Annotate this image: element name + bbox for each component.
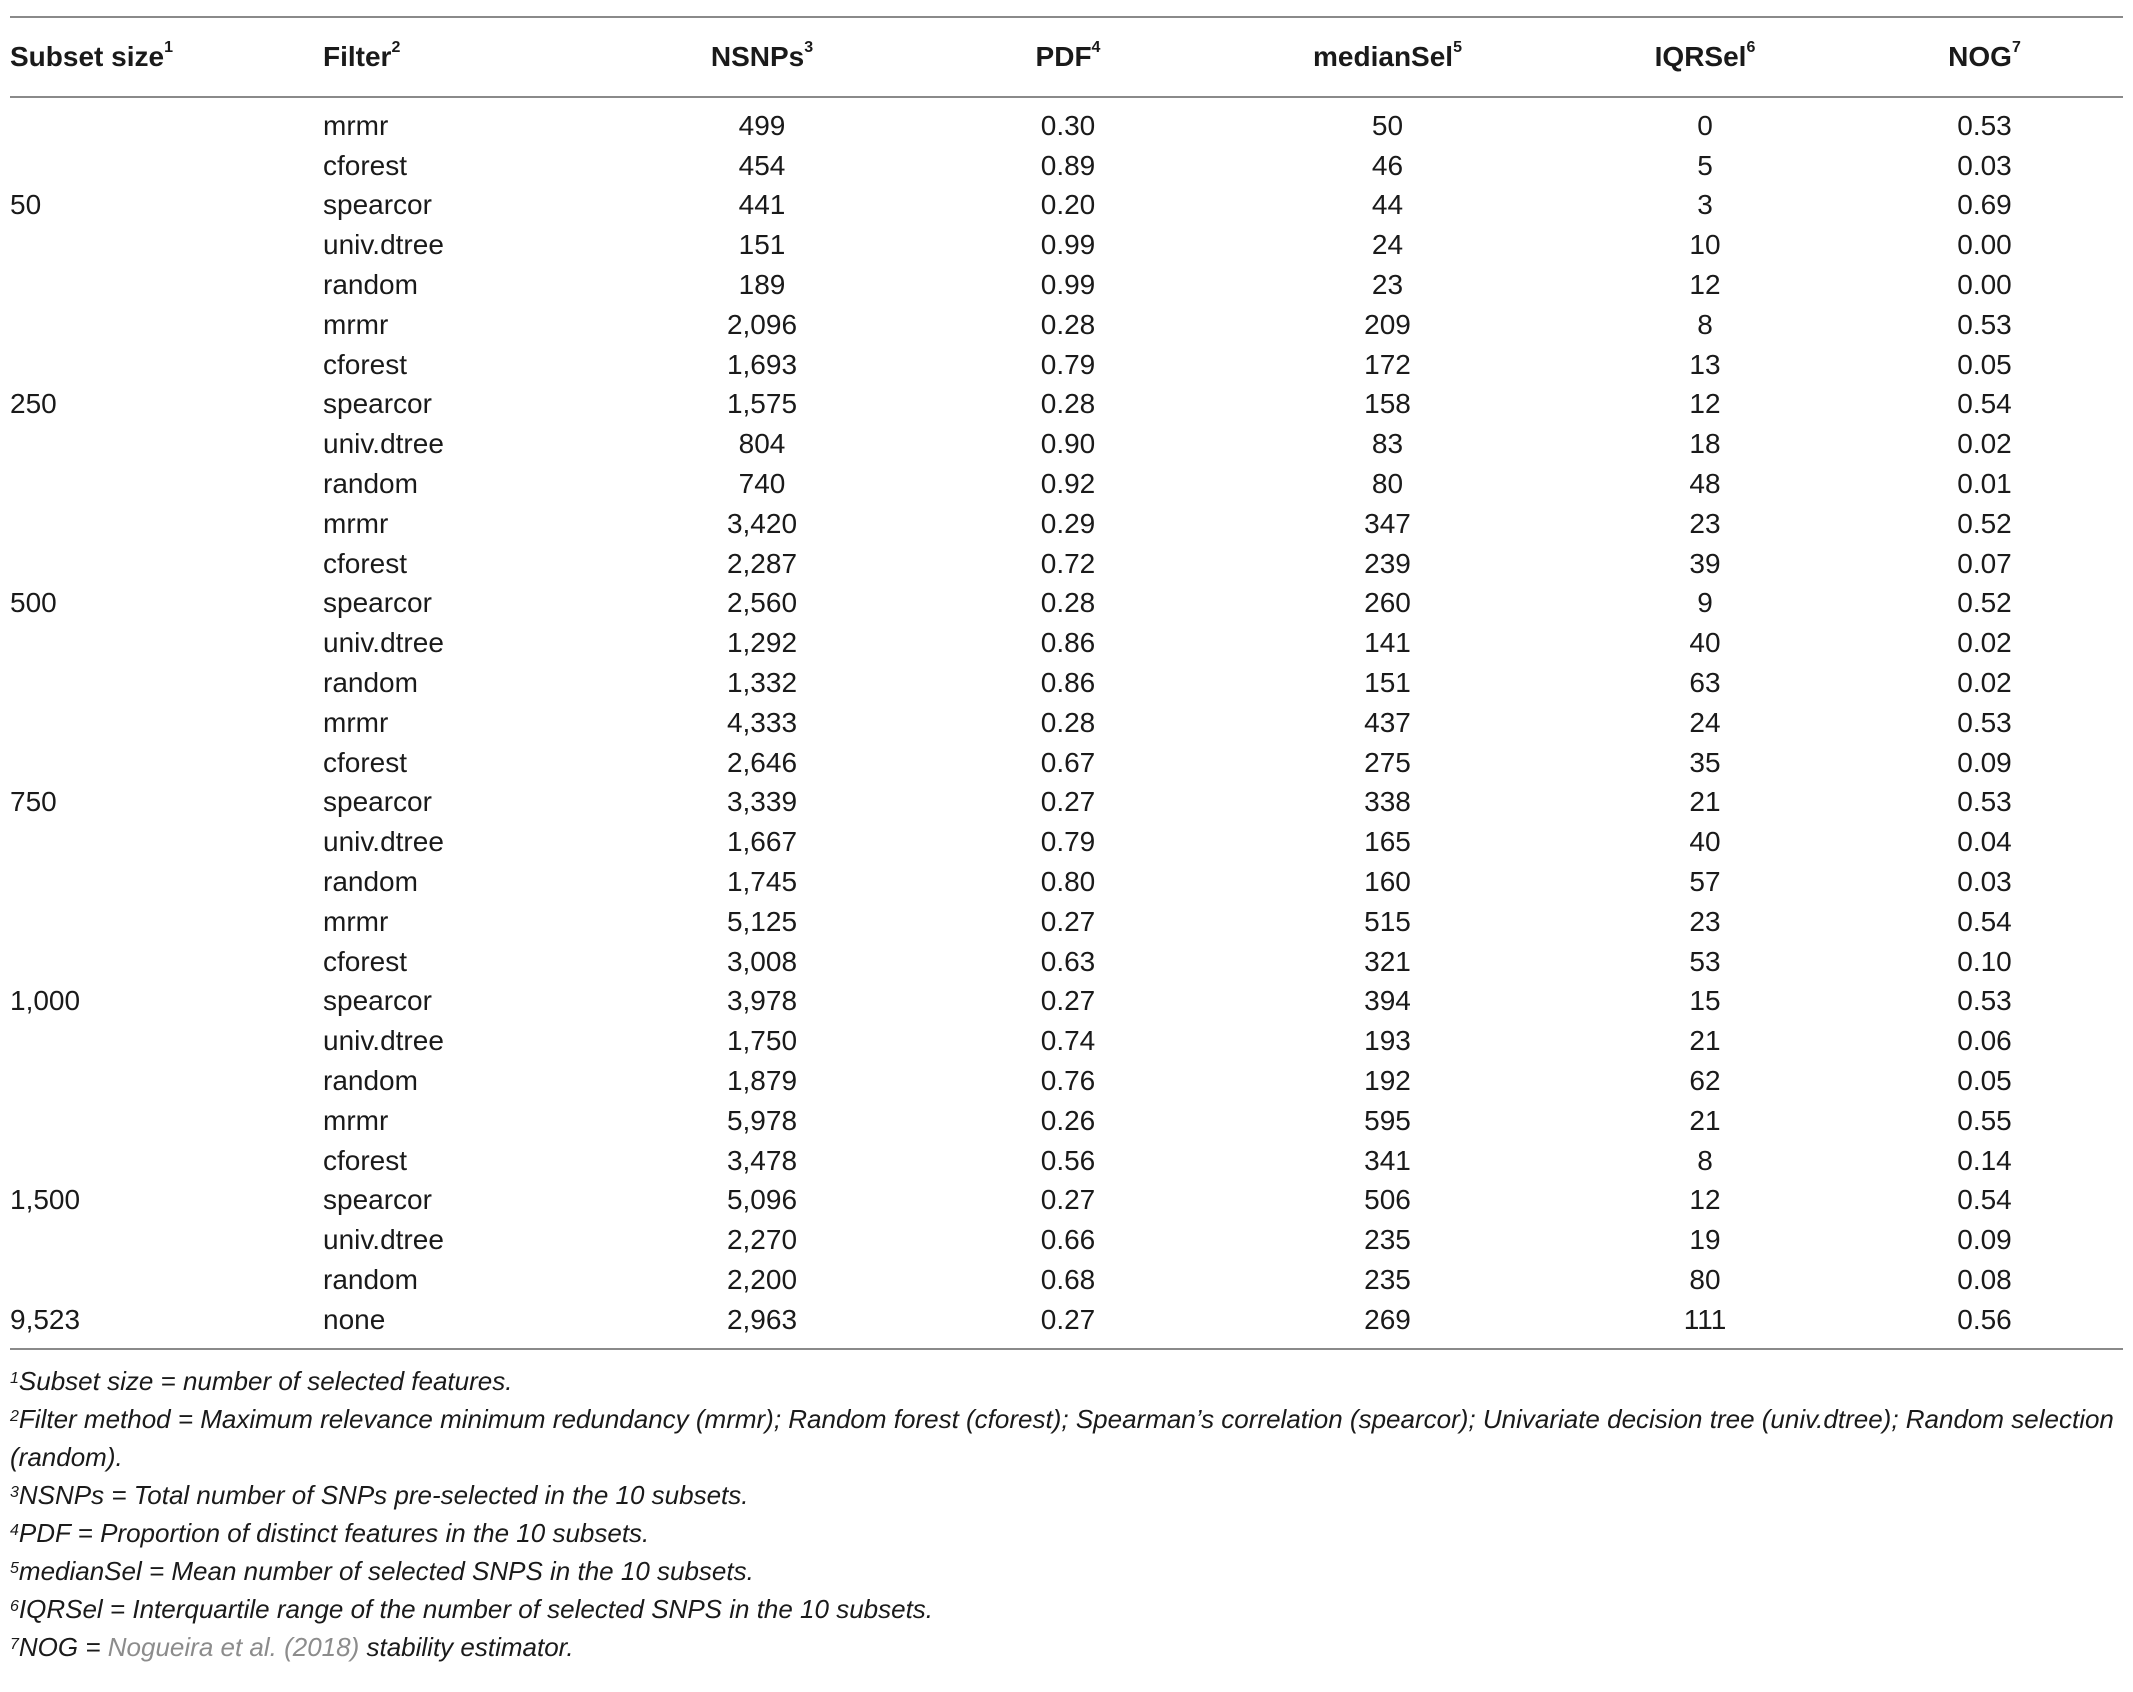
- cell-mediansel: 341: [1364, 1144, 1411, 1176]
- cell-iqrsel: 9: [1697, 587, 1713, 619]
- cell-filter: random: [323, 1264, 418, 1295]
- cell-filter: cforest: [323, 348, 408, 380]
- cell-iqrsel: 40: [1689, 826, 1721, 858]
- footnote-1: [10, 1362, 2123, 1400]
- cell-filter: cforest: [323, 945, 408, 977]
- cell-iqrsel: 12: [1689, 269, 1721, 301]
- cell-subset-size: [10, 424, 323, 464]
- footnote-marker: 7: [2011, 39, 2021, 56]
- cell-mediansel: 347: [1364, 507, 1411, 539]
- column-header-subset-size: [10, 18, 323, 96]
- cell-filter: mrmr: [323, 109, 389, 141]
- cell-subset-size: [10, 225, 323, 265]
- cell-mediansel: 44: [1371, 189, 1404, 221]
- cell-mediansel: 209: [1364, 308, 1411, 340]
- cell-filter: univ.dtree: [323, 229, 444, 261]
- cell-mediansel: 595: [1364, 1104, 1411, 1136]
- header-rule: [10, 96, 2123, 98]
- table-row: [10, 942, 2123, 982]
- cell-filter: cforest: [323, 746, 408, 778]
- footnote-3: [10, 1476, 2123, 1514]
- cell-mediansel: 260: [1364, 587, 1411, 619]
- cell-nog: 0.09: [1957, 1224, 2012, 1256]
- table-row: [10, 345, 2123, 385]
- cell-pdf: 0.79: [1040, 826, 1096, 858]
- cell-subset-size: [10, 106, 323, 146]
- cell-iqrsel: 21: [1689, 786, 1721, 818]
- cell-subset-size: [10, 1021, 323, 1061]
- cell-subset-size: [10, 1061, 323, 1101]
- table-row: [10, 703, 2123, 743]
- column-header-mediansel: [1211, 18, 1564, 96]
- table-row: [10, 1260, 2123, 1300]
- column-header-filter: [323, 18, 599, 96]
- cell-nsnps: 454: [738, 149, 786, 181]
- footnote-4: [10, 1514, 2123, 1552]
- cell-nsnps: 1,745: [726, 866, 798, 898]
- cell-mediansel: 158: [1364, 388, 1411, 420]
- cell-nsnps: 1,667: [726, 826, 798, 858]
- cell-mediansel: 192: [1364, 1065, 1411, 1097]
- cell-subset-size: [10, 902, 323, 942]
- cell-nog: 0.54: [1957, 905, 2012, 937]
- results-table: [10, 18, 2123, 96]
- cell-subset-size: [10, 464, 323, 504]
- cell-mediansel: 235: [1364, 1224, 1411, 1256]
- cell-nog: 0.03: [1957, 866, 2012, 898]
- cell-nsnps: 2,560: [726, 587, 798, 619]
- column-header-label: PDF: [1035, 41, 1092, 72]
- footnote-text: Subset size = number of selected features.: [18, 1365, 513, 1396]
- cell-mediansel: 235: [1364, 1264, 1411, 1295]
- cell-pdf: 0.74: [1040, 1025, 1096, 1057]
- cell-mediansel: 24: [1371, 229, 1404, 261]
- cell-pdf: 0.27: [1040, 905, 1096, 937]
- cell-pdf: 0.90: [1040, 428, 1096, 460]
- footnote-marker: 4: [10, 1521, 19, 1539]
- cell-iqrsel: 63: [1689, 667, 1721, 699]
- cell-nog: 0.53: [1957, 786, 2012, 818]
- cell-nog: 0.14: [1957, 1144, 2012, 1176]
- cell-pdf: 0.30: [1040, 109, 1096, 141]
- cell-filter: spearcor: [323, 1184, 432, 1216]
- cell-filter: univ.dtree: [323, 1224, 444, 1256]
- column-header-label: Subset size: [10, 41, 165, 72]
- cell-iqrsel: 5: [1697, 149, 1713, 181]
- cell-pdf: 0.80: [1040, 866, 1096, 898]
- table-row: [10, 1220, 2123, 1260]
- footnote-marker: 1: [164, 39, 173, 56]
- cell-pdf: 0.27: [1040, 985, 1096, 1017]
- cell-mediansel: 193: [1364, 1025, 1411, 1057]
- cell-filter: spearcor: [323, 786, 432, 818]
- bottom-rule: [10, 1348, 2123, 1350]
- cell-nsnps: 499: [738, 109, 786, 141]
- cell-nog: 0.06: [1957, 1025, 2012, 1057]
- footnote-marker: 6: [1746, 39, 1756, 56]
- cell-mediansel: 394: [1364, 985, 1411, 1017]
- cell-nog: 0.53: [1957, 985, 2012, 1017]
- cell-mediansel: 141: [1364, 627, 1411, 659]
- table-row: [10, 1141, 2123, 1181]
- table-row: [10, 106, 2123, 146]
- cell-pdf: 0.28: [1040, 388, 1096, 420]
- cell-nsnps: 3,478: [726, 1144, 798, 1176]
- cell-subset-size: 250: [10, 388, 57, 420]
- cell-nsnps: 2,270: [726, 1224, 798, 1256]
- cell-iqrsel: 10: [1689, 229, 1721, 261]
- table-row: [10, 623, 2123, 663]
- cell-mediansel: 239: [1364, 547, 1411, 579]
- table-row: [10, 1300, 2123, 1340]
- cell-nog: 0.55: [1957, 1104, 2012, 1136]
- cell-filter: univ.dtree: [323, 627, 444, 659]
- table-row: [10, 146, 2123, 186]
- cell-iqrsel: 19: [1689, 1224, 1721, 1256]
- cell-filter: univ.dtree: [323, 826, 444, 858]
- cell-nsnps: 3,339: [726, 786, 798, 818]
- cell-pdf: 0.26: [1040, 1104, 1096, 1136]
- cell-nog: 0.52: [1957, 507, 2012, 539]
- footnote-5: [10, 1552, 2123, 1590]
- cell-pdf: 0.27: [1040, 1184, 1096, 1216]
- cell-pdf: 0.86: [1040, 667, 1096, 699]
- cell-filter: random: [323, 1065, 418, 1097]
- cell-subset-size: [10, 265, 323, 305]
- cell-pdf: 0.28: [1040, 706, 1096, 738]
- column-header-label: NOG: [1948, 41, 2012, 72]
- cell-pdf: 0.72: [1040, 547, 1096, 579]
- cell-filter: random: [323, 667, 418, 699]
- cell-pdf: 0.28: [1040, 308, 1096, 340]
- footnote-marker: 2: [10, 1407, 19, 1425]
- column-header-nsnps: [599, 18, 925, 96]
- cell-pdf: 0.99: [1040, 269, 1096, 301]
- cell-pdf: 0.63: [1040, 945, 1096, 977]
- cell-mediansel: 23: [1371, 269, 1404, 301]
- footnote-marker: 1: [10, 1369, 19, 1387]
- cell-subset-size: [10, 663, 323, 703]
- cell-nsnps: 740: [738, 468, 786, 500]
- cell-subset-size: [10, 942, 323, 982]
- cell-pdf: 0.66: [1040, 1224, 1096, 1256]
- cell-nog: 0.54: [1957, 1184, 2012, 1216]
- cell-nog: 0.00: [1957, 269, 2012, 301]
- cell-pdf: 0.99: [1040, 229, 1096, 261]
- cell-nog: 0.02: [1957, 428, 2012, 460]
- cell-iqrsel: 80: [1689, 1264, 1721, 1295]
- cell-mediansel: 515: [1364, 905, 1411, 937]
- cell-subset-size: [10, 1260, 323, 1300]
- cell-filter: random: [323, 866, 418, 898]
- cell-iqrsel: 13: [1689, 348, 1721, 380]
- footnote-6: [10, 1590, 2123, 1628]
- cell-subset-size: [10, 703, 323, 743]
- footnote-7-prefix: NOG =: [18, 1631, 108, 1662]
- cell-nog: 0.01: [1957, 468, 2012, 500]
- cell-nog: 0.10: [1957, 945, 2012, 977]
- cell-iqrsel: 15: [1689, 985, 1721, 1017]
- cell-nog: 0.05: [1957, 348, 2012, 380]
- table-row: [10, 663, 2123, 703]
- cell-pdf: 0.29: [1040, 507, 1096, 539]
- cell-pdf: 0.89: [1040, 149, 1096, 181]
- cell-mediansel: 321: [1364, 945, 1411, 977]
- table-row: [10, 584, 2123, 624]
- column-header-pdf: [925, 18, 1211, 96]
- table-row: [10, 464, 2123, 504]
- cell-filter: none: [323, 1303, 386, 1335]
- table-row: [10, 504, 2123, 544]
- cell-nog: 0.08: [1957, 1264, 2012, 1295]
- cell-iqrsel: 12: [1689, 1184, 1721, 1216]
- table-row: [10, 225, 2123, 265]
- cell-nog: 0.00: [1957, 229, 2012, 261]
- cell-iqrsel: 53: [1689, 945, 1721, 977]
- cell-nog: 0.54: [1957, 388, 2012, 420]
- cell-nsnps: 3,978: [726, 985, 798, 1017]
- cell-filter: random: [323, 269, 418, 301]
- table-row: [10, 1021, 2123, 1061]
- footnote-text: medianSel = Mean number of selected SNPS in the 10 subsets.: [18, 1555, 754, 1586]
- footnotes: [10, 1362, 2123, 1628]
- cell-iqrsel: 24: [1689, 706, 1721, 738]
- cell-iqrsel: 48: [1689, 468, 1721, 500]
- cell-iqrsel: 57: [1689, 866, 1721, 898]
- table-row: [10, 1061, 2123, 1101]
- cell-pdf: 0.27: [1040, 1303, 1096, 1335]
- cell-nsnps: 5,978: [726, 1104, 798, 1136]
- cell-subset-size: [10, 305, 323, 345]
- cell-subset-size: [10, 146, 323, 186]
- table-row: [10, 783, 2123, 823]
- header-row: [10, 18, 2123, 96]
- cell-iqrsel: 35: [1689, 746, 1721, 778]
- cell-pdf: 0.86: [1040, 627, 1096, 659]
- cell-nsnps: 2,200: [726, 1264, 798, 1295]
- cell-iqrsel: 23: [1689, 507, 1721, 539]
- cell-nog: 0.53: [1957, 308, 2012, 340]
- cell-pdf: 0.27: [1040, 786, 1096, 818]
- cell-nsnps: 1,693: [726, 348, 798, 380]
- table-row: [10, 424, 2123, 464]
- cell-filter: univ.dtree: [323, 1025, 444, 1057]
- cell-nog: 0.53: [1957, 109, 2012, 141]
- cell-nsnps: 3,420: [726, 507, 798, 539]
- cell-nog: 0.53: [1957, 706, 2012, 738]
- cell-pdf: 0.28: [1040, 587, 1096, 619]
- cell-subset-size: [10, 1141, 323, 1181]
- cell-nsnps: 1,292: [726, 627, 798, 659]
- cell-nsnps: 151: [738, 229, 786, 261]
- cell-nog: 0.02: [1957, 627, 2012, 659]
- cell-subset-size: 1,500: [10, 1184, 81, 1216]
- cell-iqrsel: 12: [1689, 388, 1721, 420]
- cell-nsnps: 5,096: [726, 1184, 798, 1216]
- column-header-nog: [1846, 18, 2123, 96]
- footnote-marker: 5: [1453, 39, 1462, 56]
- cell-nsnps: 1,750: [726, 1025, 798, 1057]
- cell-filter: mrmr: [323, 308, 389, 340]
- cell-nsnps: 3,008: [726, 945, 798, 977]
- cell-filter: spearcor: [323, 587, 432, 619]
- cell-filter: mrmr: [323, 905, 389, 937]
- cell-nsnps: 1,575: [726, 388, 798, 420]
- cell-filter: cforest: [323, 149, 408, 181]
- cell-nog: 0.03: [1957, 149, 2012, 181]
- cell-nsnps: 1,879: [726, 1065, 798, 1097]
- table-row: [10, 862, 2123, 902]
- cell-mediansel: 165: [1364, 826, 1411, 858]
- cell-filter: univ.dtree: [323, 428, 444, 460]
- table-row: [10, 385, 2123, 425]
- cell-nog: 0.69: [1957, 189, 2012, 221]
- cell-nog: 0.09: [1957, 746, 2012, 778]
- cell-nog: 0.04: [1957, 826, 2012, 858]
- cell-filter: mrmr: [323, 507, 389, 539]
- footnote-marker: 3: [804, 39, 814, 56]
- cell-mediansel: 269: [1364, 1303, 1411, 1335]
- table-row: [10, 902, 2123, 942]
- cell-nsnps: 5,125: [726, 905, 798, 937]
- cell-mediansel: 506: [1364, 1184, 1411, 1216]
- cell-subset-size: [10, 822, 323, 862]
- results-table-body: [10, 106, 2123, 1340]
- cell-filter: cforest: [323, 547, 408, 579]
- cell-nsnps: 804: [738, 428, 786, 460]
- table-row: [10, 186, 2123, 226]
- cell-filter: cforest: [323, 1144, 408, 1176]
- footnote-marker: 5: [10, 1559, 19, 1577]
- cell-iqrsel: 0: [1697, 109, 1713, 141]
- cell-nog: 0.52: [1957, 587, 2012, 619]
- footnote-7: [10, 1628, 2123, 1666]
- footnote-7-marker: 7: [10, 1635, 19, 1653]
- cell-mediansel: 338: [1364, 786, 1411, 818]
- footnote-text: Filter method = Maximum relevance minimum redundancy (mrmr); Random forest (cforest); Spearman’s correlation (spearcor); Univariate decision tree (univ.dtree); Random selection (random).: [10, 1403, 2114, 1472]
- cell-pdf: 0.56: [1040, 1144, 1096, 1176]
- cell-iqrsel: 18: [1689, 428, 1721, 460]
- table-row: [10, 1101, 2123, 1141]
- reference-link[interactable]: Nogueira et al. (2018): [107, 1631, 360, 1662]
- table-row: [10, 982, 2123, 1022]
- footnote-text: IQRSel = Interquartile range of the number of selected SNPS in the 10 subsets.: [18, 1593, 934, 1624]
- column-header-label: medianSel: [1313, 41, 1454, 72]
- table-row: [10, 1181, 2123, 1221]
- cell-filter: mrmr: [323, 706, 389, 738]
- footnote-text: NSNPs = Total number of SNPs pre-selected in the 10 subsets.: [18, 1479, 749, 1510]
- cell-filter: mrmr: [323, 1104, 389, 1136]
- cell-subset-size: 500: [10, 587, 57, 619]
- cell-mediansel: 437: [1364, 706, 1411, 738]
- column-header-label: Filter: [323, 41, 392, 72]
- cell-mediansel: 80: [1371, 468, 1404, 500]
- footnote-2: [10, 1400, 2123, 1476]
- cell-nsnps: 2,646: [726, 746, 798, 778]
- cell-mediansel: 151: [1364, 667, 1411, 699]
- column-header-label: IQRSel: [1654, 41, 1747, 72]
- cell-subset-size: 9,523: [10, 1303, 81, 1335]
- table-container: [10, 16, 2123, 1666]
- cell-pdf: 0.92: [1040, 468, 1096, 500]
- cell-filter: random: [323, 468, 418, 500]
- cell-pdf: 0.79: [1040, 348, 1096, 380]
- cell-subset-size: 750: [10, 786, 57, 818]
- cell-nsnps: 4,333: [726, 706, 798, 738]
- cell-nsnps: 1,332: [726, 667, 798, 699]
- cell-nsnps: 2,287: [726, 547, 798, 579]
- table-row: [10, 822, 2123, 862]
- cell-nog: 0.07: [1957, 547, 2012, 579]
- cell-iqrsel: 111: [1683, 1303, 1727, 1335]
- cell-subset-size: [10, 743, 323, 783]
- footnote-marker: 6: [10, 1597, 19, 1615]
- cell-nsnps: 2,096: [726, 308, 798, 340]
- cell-mediansel: 83: [1371, 428, 1404, 460]
- cell-nsnps: 189: [738, 269, 786, 301]
- cell-iqrsel: 8: [1697, 1144, 1713, 1176]
- table-row: [10, 743, 2123, 783]
- column-header-label: NSNPs: [710, 41, 805, 72]
- cell-nog: 0.02: [1957, 667, 2012, 699]
- cell-iqrsel: 62: [1689, 1065, 1721, 1097]
- footnote-marker: 3: [10, 1483, 19, 1501]
- cell-iqrsel: 21: [1689, 1025, 1721, 1057]
- cell-nog: 0.56: [1957, 1303, 2012, 1335]
- cell-iqrsel: 40: [1689, 627, 1721, 659]
- cell-mediansel: 46: [1371, 149, 1404, 181]
- cell-mediansel: 172: [1364, 348, 1411, 380]
- cell-nog: 0.05: [1957, 1065, 2012, 1097]
- cell-filter: spearcor: [323, 985, 432, 1017]
- footnote-marker: 2: [391, 39, 401, 56]
- cell-iqrsel: 8: [1697, 308, 1713, 340]
- cell-subset-size: 50: [10, 189, 42, 221]
- cell-subset-size: [10, 1220, 323, 1260]
- cell-iqrsel: 39: [1689, 547, 1721, 579]
- footnote-marker: 4: [1091, 39, 1101, 56]
- cell-subset-size: [10, 1101, 323, 1141]
- table-row: [10, 305, 2123, 345]
- cell-subset-size: [10, 862, 323, 902]
- cell-subset-size: [10, 623, 323, 663]
- cell-filter: spearcor: [323, 388, 432, 420]
- cell-filter: spearcor: [323, 189, 432, 221]
- cell-pdf: 0.67: [1040, 746, 1096, 778]
- cell-iqrsel: 21: [1689, 1104, 1721, 1136]
- cell-subset-size: [10, 544, 323, 584]
- cell-subset-size: 1,000: [10, 985, 81, 1017]
- footnote-text: PDF = Proportion of distinct features in the 10 subsets.: [18, 1517, 650, 1548]
- table-row: [10, 265, 2123, 305]
- cell-nsnps: 2,963: [726, 1303, 798, 1335]
- cell-subset-size: [10, 345, 323, 385]
- cell-pdf: 0.68: [1040, 1264, 1096, 1295]
- cell-mediansel: 50: [1371, 109, 1404, 141]
- cell-pdf: 0.20: [1040, 189, 1096, 221]
- cell-iqrsel: 23: [1689, 905, 1721, 937]
- cell-subset-size: [10, 504, 323, 544]
- cell-nsnps: 441: [738, 189, 786, 221]
- cell-mediansel: 275: [1364, 746, 1411, 778]
- footnote-7-suffix: stability estimator.: [359, 1631, 574, 1662]
- cell-iqrsel: 3: [1697, 189, 1713, 221]
- column-header-iqrsel: [1564, 18, 1846, 96]
- cell-mediansel: 160: [1364, 866, 1411, 898]
- cell-pdf: 0.76: [1040, 1065, 1096, 1097]
- table-row: [10, 544, 2123, 584]
